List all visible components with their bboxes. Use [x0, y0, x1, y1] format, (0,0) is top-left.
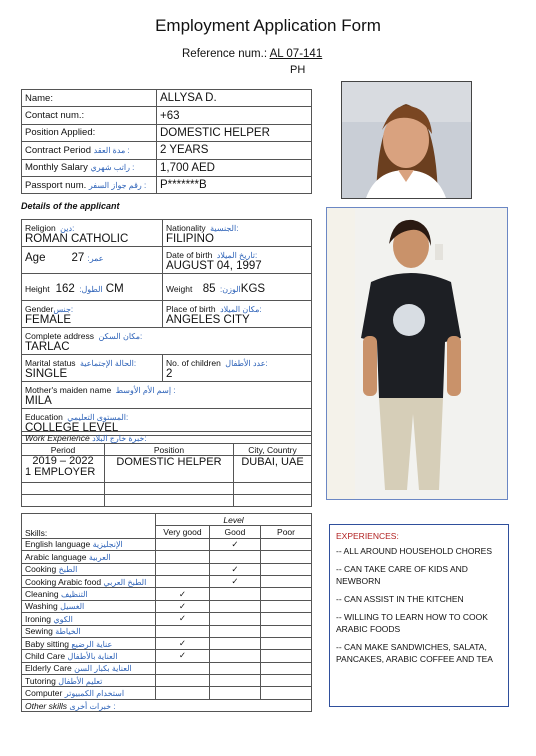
- marital-cell: Marital status الحالة الإجتماعية: SINGLE: [22, 355, 163, 382]
- reference-label: Reference num.:: [182, 48, 268, 60]
- skill-very-good-cell: [156, 662, 210, 674]
- info-value: P*******B: [157, 176, 312, 193]
- details-heading: Details of the applicant: [21, 201, 120, 211]
- education-cell: Education المستوى التعليمي: COLLEGE LEVEL: [22, 409, 312, 436]
- applicant-details-table: [21, 219, 312, 436]
- col-very-good: Very good: [156, 526, 210, 538]
- skill-row: [22, 538, 312, 550]
- col-poor: Poor: [261, 526, 312, 538]
- info-row: [22, 90, 312, 107]
- skill-poor-cell: [261, 551, 312, 563]
- children-cell: No. of children عدد الأطفال: 2: [163, 355, 312, 382]
- col-position: Position: [105, 444, 234, 456]
- weight-value: 85KGS: [202, 283, 266, 295]
- reference-value: AL 07-141: [269, 48, 323, 60]
- skill-poor-cell: [261, 563, 312, 575]
- skill-poor-cell: [261, 600, 312, 612]
- age-value: 27: [71, 252, 85, 264]
- skill-row: [22, 600, 312, 612]
- skill-good-cell: [209, 613, 260, 625]
- skill-poor-cell: [261, 613, 312, 625]
- gender-value: FEMALE: [25, 314, 72, 326]
- info-label: Contract Period مدة العقد :: [22, 142, 157, 159]
- skill-name: Washing الغسيل: [22, 600, 156, 612]
- work-position: DOMESTIC HELPER: [105, 456, 234, 483]
- info-value: ALLYSA D.: [157, 90, 312, 107]
- experience-item: -- CAN ASSIST IN THE KITCHEN: [336, 594, 464, 604]
- skill-poor-cell: [261, 662, 312, 674]
- skill-very-good-cell: ✓: [156, 650, 210, 662]
- skill-name: Tutoring تعليم الأطفال: [22, 675, 156, 687]
- info-value: 2 YEARS: [157, 142, 312, 159]
- nationality-value: FILIPINO: [166, 233, 214, 245]
- skill-very-good-cell: [156, 625, 210, 637]
- skill-row: [22, 687, 312, 699]
- skill-very-good-cell: [156, 538, 210, 550]
- skill-very-good-cell: [156, 575, 210, 587]
- experience-item: -- ALL AROUND HOUSEHOLD CHORES: [336, 546, 493, 556]
- skill-row: [22, 675, 312, 687]
- info-label: Name:: [22, 90, 157, 107]
- skill-good-cell: ✓: [209, 538, 260, 550]
- skill-poor-cell: [261, 687, 312, 699]
- skill-very-good-cell: [156, 551, 210, 563]
- skill-poor-cell: [261, 625, 312, 637]
- info-label: Passport num. رقم جواز السفر :: [22, 176, 157, 193]
- form-title: Employment Application Form: [155, 16, 381, 35]
- work-heading: Work Experience خبرة خارج البلاد:: [22, 432, 312, 444]
- skill-row: [22, 563, 312, 575]
- skill-name: Ironing الكوي: [22, 613, 156, 625]
- level-heading: Level: [156, 514, 312, 526]
- age-cell: Age عمر: 27: [22, 247, 163, 274]
- info-label: Position Applied:: [22, 124, 157, 141]
- skill-good-cell: [209, 675, 260, 687]
- skill-poor-cell: [261, 675, 312, 687]
- skill-row: [22, 588, 312, 600]
- skill-poor-cell: [261, 650, 312, 662]
- skill-good-cell: [209, 551, 260, 563]
- skill-row: [22, 625, 312, 637]
- skill-name: Computer استخدام الكمبيوتر: [22, 687, 156, 699]
- skill-name: Sewing الخياطة: [22, 625, 156, 637]
- skill-name: English language الإنجليزية: [22, 538, 156, 550]
- reference-number: [182, 48, 322, 60]
- applicant-full-body-photo: [326, 207, 508, 500]
- education-value: COLLEGE LEVEL: [25, 422, 119, 434]
- skill-row: [22, 637, 312, 649]
- info-row: [22, 142, 312, 159]
- skill-row: [22, 575, 312, 587]
- mother-value: MILA: [25, 395, 52, 407]
- work-period: 2019 – 2022 1 EMPLOYER: [22, 456, 105, 483]
- height-value: 162 CM: [55, 283, 124, 295]
- address-value: TARLAC: [25, 341, 70, 353]
- skill-name: Cleaning التنظيف: [22, 588, 156, 600]
- skill-good-cell: ✓: [209, 563, 260, 575]
- info-row: [22, 159, 312, 176]
- info-row: [22, 124, 312, 141]
- mother-cell: Mother's maiden name إسم الأم الأوسط : MILA: [22, 382, 312, 409]
- info-value: +63: [157, 107, 312, 124]
- skill-good-cell: [209, 650, 260, 662]
- skill-poor-cell: [261, 588, 312, 600]
- basic-info-table: [21, 89, 312, 194]
- experiences-heading: EXPERIENCES:: [336, 531, 399, 541]
- skill-good-cell: ✓: [209, 575, 260, 587]
- info-value: DOMESTIC HELPER: [157, 124, 312, 141]
- skill-name: Cooking الطبخ: [22, 563, 156, 575]
- religion-value: ROMAN CATHOLIC: [25, 233, 129, 245]
- skill-row: [22, 551, 312, 563]
- pob-value: ANGELES CITY: [166, 314, 250, 326]
- skill-good-cell: [209, 625, 260, 637]
- skill-very-good-cell: [156, 675, 210, 687]
- skill-name: Arabic language العربية: [22, 551, 156, 563]
- info-row: [22, 107, 312, 124]
- skill-very-good-cell: ✓: [156, 588, 210, 600]
- skill-name: Cooking Arabic food الطبخ العربي: [22, 575, 156, 587]
- info-label: Contact num.:: [22, 107, 157, 124]
- other-skills: Other skills خبرات أخرى :: [22, 699, 312, 711]
- skill-good-cell: [209, 637, 260, 649]
- experience-item: -- CAN MAKE SANDWICHES, SALATA, PANCAKES, ARABIC COFFEE AND TEA: [336, 642, 493, 664]
- address-cell: Complete address مكان السكن: TARLAC: [22, 328, 312, 355]
- skill-poor-cell: [261, 637, 312, 649]
- skill-row: [22, 613, 312, 625]
- work-experience-table: [21, 431, 312, 507]
- skill-very-good-cell: ✓: [156, 600, 210, 612]
- col-good: Good: [209, 526, 260, 538]
- col-city: City, Country: [234, 444, 312, 456]
- skill-very-good-cell: [156, 563, 210, 575]
- children-value: 2: [166, 368, 173, 380]
- weight-cell: Weight الوزن: 85KGS: [163, 274, 312, 301]
- experience-item: -- CAN TAKE CARE OF KIDS AND NEWBORN: [336, 564, 468, 586]
- experience-item: -- WILLING TO LEARN HOW TO COOK ARABIC FOODS: [336, 612, 488, 634]
- pob-cell: Place of birth مكان الميلاد: ANGELES CITY: [163, 301, 312, 328]
- gender-cell: Genderجنس: FEMALE: [22, 301, 163, 328]
- skill-very-good-cell: [156, 687, 210, 699]
- religion-cell: Religion دين: ROMAN CATHOLIC: [22, 220, 163, 247]
- skill-good-cell: [209, 687, 260, 699]
- marital-value: SINGLE: [25, 368, 68, 380]
- skill-name: Elderly Care العناية بكبار السن: [22, 662, 156, 674]
- info-label: Monthly Salary راتب شهري :: [22, 159, 157, 176]
- skill-good-cell: [209, 588, 260, 600]
- skills-table: [21, 513, 312, 712]
- skill-name: Child Care العناية بالأطفال: [22, 650, 156, 662]
- skill-very-good-cell: ✓: [156, 613, 210, 625]
- height-cell: Height الطول: 162 CM: [22, 274, 163, 301]
- dob-cell: Date of birth تاريخ الميلاد: AUGUST 04, 1997: [163, 247, 312, 274]
- skill-poor-cell: [261, 538, 312, 550]
- skill-good-cell: [209, 600, 260, 612]
- skill-row: [22, 650, 312, 662]
- applicant-portrait-photo: [341, 81, 472, 199]
- info-value: 1,700 AED: [157, 159, 312, 176]
- skill-very-good-cell: ✓: [156, 637, 210, 649]
- skill-name: Baby sitting عناية الرضيع: [22, 637, 156, 649]
- experiences-box: [329, 524, 509, 707]
- work-city: DUBAI, UAE: [234, 456, 312, 483]
- reference-suffix: PH: [290, 64, 306, 76]
- skills-heading: Skills:: [22, 514, 156, 539]
- col-period: Period: [22, 444, 105, 456]
- skill-row: [22, 662, 312, 674]
- nationality-cell: Nationality الجنسية: FILIPINO: [163, 220, 312, 247]
- dob-value: AUGUST 04, 1997: [166, 260, 262, 272]
- skill-poor-cell: [261, 575, 312, 587]
- info-row: [22, 176, 312, 193]
- skill-good-cell: [209, 662, 260, 674]
